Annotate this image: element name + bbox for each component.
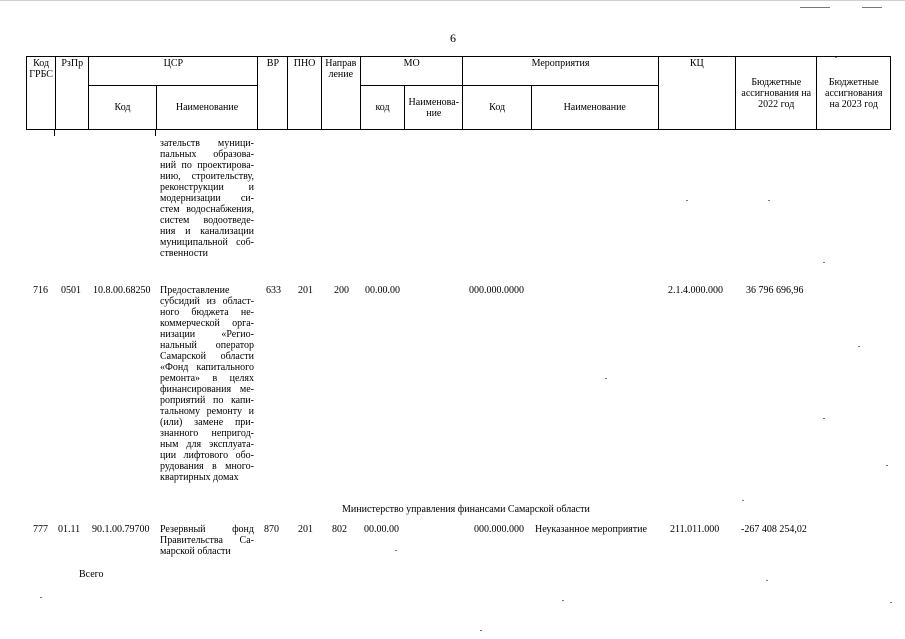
row-mer-kod: 000.000.000 bbox=[474, 524, 524, 535]
scan-speck bbox=[562, 600, 564, 601]
page-top-edge bbox=[0, 0, 905, 1]
name-line: систем водоотведе- bbox=[160, 215, 254, 226]
col-csr-name: Наименование bbox=[156, 86, 258, 130]
col-kod-grbs: Код ГРБС bbox=[27, 57, 56, 130]
name-line: ремонта» в целях bbox=[160, 373, 254, 384]
scan-speck bbox=[480, 630, 482, 631]
total-label: Всего bbox=[79, 569, 104, 580]
row-budget-2022: -267 408 254,02 bbox=[741, 524, 807, 535]
col-meropriyatiya: Мероприятия bbox=[463, 57, 658, 86]
name-line: марской области bbox=[160, 546, 231, 557]
scan-speck bbox=[823, 262, 825, 263]
scan-speck bbox=[890, 602, 892, 603]
row-name bbox=[160, 285, 254, 483]
row-vr: 870 bbox=[264, 524, 279, 535]
row-budget-2022: 36 796 696,96 bbox=[746, 285, 804, 296]
scan-speck bbox=[395, 550, 397, 551]
name-line: (или) замене при- bbox=[160, 417, 254, 428]
row-mo-kod: 00.00.00 bbox=[364, 524, 399, 535]
row-pno: 201 bbox=[298, 524, 313, 535]
name-line: Резервный фонд bbox=[160, 524, 254, 535]
col-budget-2022: Бюджетные ассигнования на 2022 год bbox=[736, 57, 817, 130]
row-csr: 90.1.00.79700 bbox=[92, 524, 150, 535]
row-grbs: 716 bbox=[33, 285, 48, 296]
name-line: знанного непригод- bbox=[160, 428, 254, 439]
name-line: ным для эксплуата- bbox=[160, 439, 254, 450]
scan-mark bbox=[800, 7, 830, 8]
column-tick bbox=[155, 130, 156, 136]
name-line: Правительства Са- bbox=[160, 535, 254, 546]
name-line: ного бюджета не- bbox=[160, 307, 254, 318]
col-mer-name: Наименование bbox=[531, 86, 658, 130]
col-mo-kod: код bbox=[360, 86, 404, 130]
scan-mark bbox=[862, 7, 882, 8]
name-line: Самарской области bbox=[160, 351, 254, 362]
name-line: «Фонд капитального bbox=[160, 362, 254, 373]
name-line: стем водоснабжения, bbox=[160, 204, 254, 215]
continuation-name bbox=[160, 138, 254, 259]
name-line: роприятий по капи- bbox=[160, 395, 254, 406]
col-mer-kod: Код bbox=[463, 86, 531, 130]
name-line: Предоставление bbox=[160, 285, 230, 296]
name-line: нию, строительству, bbox=[160, 171, 254, 182]
scan-speck bbox=[742, 500, 744, 501]
row-rzpr: 01.11 bbox=[58, 524, 81, 535]
row-napr: 802 bbox=[332, 524, 347, 535]
name-line: ции лифтового обо- bbox=[160, 450, 254, 461]
name-line: субсидий из област- bbox=[160, 296, 254, 307]
name-line: реконструкции и bbox=[160, 182, 254, 193]
name-line: ний по проектирова- bbox=[160, 160, 254, 171]
col-rzpr: РзПр bbox=[56, 57, 89, 130]
scan-speck bbox=[605, 378, 607, 379]
name-line: ственности bbox=[160, 248, 209, 259]
name-line: ния и канализации bbox=[160, 226, 254, 237]
scan-speck bbox=[686, 200, 688, 201]
name-line: низации «Регио- bbox=[160, 329, 254, 340]
row-csr: 10.8.00.68250 bbox=[93, 285, 151, 296]
scan-speck bbox=[886, 465, 888, 466]
col-csr-kod: Код bbox=[89, 86, 156, 130]
scan-speck bbox=[823, 418, 825, 419]
row-kc: 2.1.4.000.000 bbox=[668, 285, 723, 296]
col-napravlenie: Направ ление bbox=[321, 57, 360, 130]
row-mo-kod: 00.00.00 bbox=[365, 285, 400, 296]
scan-speck bbox=[835, 57, 837, 58]
col-budget-2023: Бюджетные ассигнования на 2023 год bbox=[817, 57, 891, 130]
row-grbs: 777 bbox=[33, 524, 48, 535]
col-mo-name: Наименова-ние bbox=[405, 86, 463, 130]
ministry-heading: Министерство управления финансами Самарской области bbox=[342, 504, 590, 515]
col-mo: МО bbox=[360, 57, 463, 86]
name-line: пальных образова- bbox=[160, 149, 254, 160]
row-name bbox=[160, 524, 254, 557]
row-rzpr: 0501 bbox=[61, 285, 81, 296]
scan-speck bbox=[40, 597, 42, 598]
col-kc: КЦ bbox=[658, 57, 735, 130]
scan-speck bbox=[766, 580, 768, 581]
scan-speck bbox=[858, 346, 860, 347]
row-mer-kod: 000.000.0000 bbox=[469, 285, 524, 296]
name-line: модернизации си- bbox=[160, 193, 254, 204]
row-kc: 211.011.000 bbox=[670, 524, 720, 535]
col-pno: ПНО bbox=[288, 57, 321, 130]
row-vr: 633 bbox=[266, 285, 281, 296]
name-line: рудования в много- bbox=[160, 461, 254, 472]
column-tick bbox=[54, 130, 55, 136]
row-pno: 201 bbox=[298, 285, 313, 296]
col-vr: ВР bbox=[258, 57, 288, 130]
name-line: тальному ремонту и bbox=[160, 406, 254, 417]
name-line: квартирных домах bbox=[160, 472, 239, 483]
name-line: нальный оператор bbox=[160, 340, 254, 351]
name-line: финансирования ме- bbox=[160, 384, 254, 395]
name-line: муниципальной соб- bbox=[160, 237, 254, 248]
scan-speck bbox=[768, 200, 770, 201]
col-csr: ЦСР bbox=[89, 57, 258, 86]
name-line: коммерческой орга- bbox=[160, 318, 254, 329]
name-line: зательств муници- bbox=[160, 138, 254, 149]
table-header bbox=[26, 56, 891, 130]
row-napr: 200 bbox=[334, 285, 349, 296]
row-mer-name: Неуказанное мероприятие bbox=[535, 524, 647, 535]
page-number: 6 bbox=[450, 31, 456, 45]
